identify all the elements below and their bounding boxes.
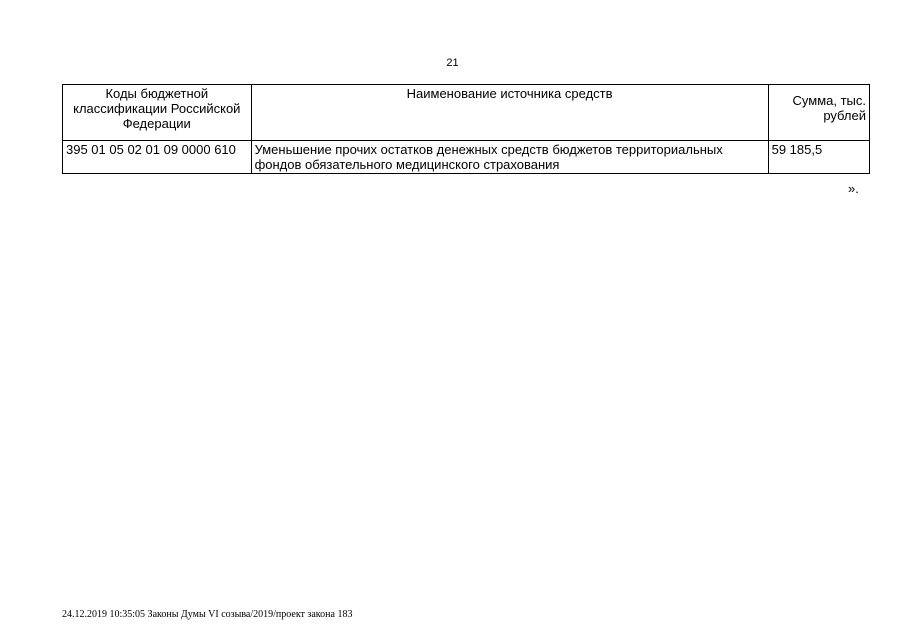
table-row [63, 141, 870, 174]
cell-sum: 59 185,5 [768, 141, 869, 174]
header-budget-codes: Коды бюджетной классификации Российской Федерации [63, 85, 252, 141]
cell-source-name: Уменьшение прочих остатков денежных средств бюджетов территориальных фондов обязательного медицинского страхования [251, 141, 768, 174]
footer-stamp: 24.12.2019 10:35:05 Законы Думы VI созыва/2019/проект закона 183 [62, 609, 353, 620]
closing-quote-mark: ». [848, 181, 859, 196]
header-source-name: Наименование источника средств [251, 85, 768, 141]
page-number: 21 [446, 57, 459, 69]
cell-budget-code: 395 01 05 02 01 09 0000 610 [63, 141, 252, 174]
table-header-row [63, 85, 870, 141]
budget-sources-table [62, 84, 870, 174]
header-sum: Сумма, тыс. рублей [768, 85, 869, 141]
